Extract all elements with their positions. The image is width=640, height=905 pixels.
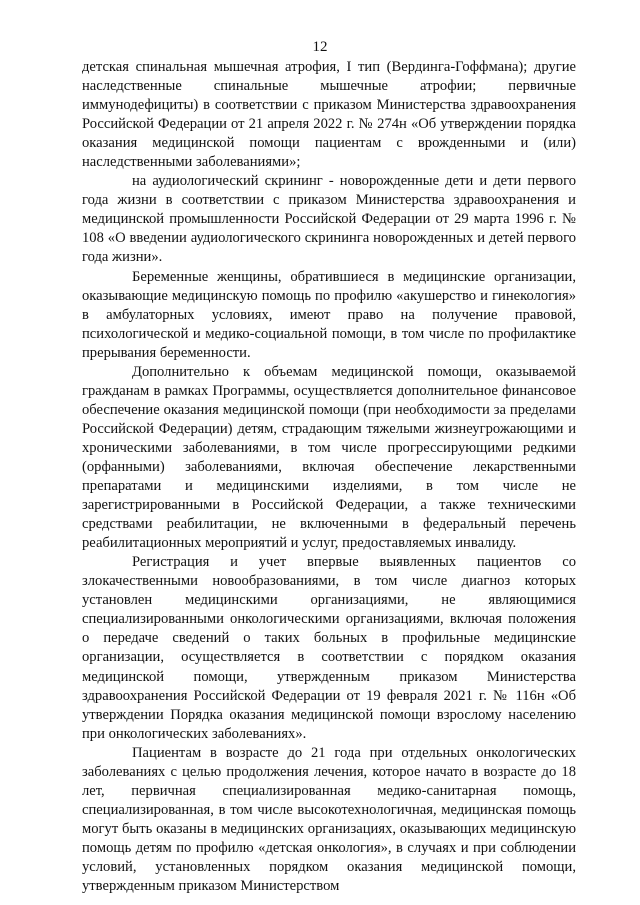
page-number: 12 — [312, 39, 328, 55]
paragraph-pregnant-women: Беременные женщины, обратившиеся в медицинские организации, оказывающие медицинскую помощь по профилю «акушерство и гинекология» в амбулаторных условиях, имеют право на получение правовой, психологической и медико-социальной помощи, в том числе по профилактике прерывания беременности. — [82, 268, 576, 361]
document-body — [82, 58, 576, 896]
paragraph-young-oncology-patients: Пациентам в возрасте до 21 года при отдельных онкологических заболеваниях с целью продолжения лечения, которое начато в возрасте до 18 лет, первичная специализированная медико-санитарная помощь, специализированная, в том числе высокотехнологичная, медицинская помощь могут быть оказаны в медицинских организациях, оказывающих медицинскую помощь детям по профилю «детская онкология», в случаях и при соблюдении условий, установленных порядком оказания медицинской помощи, утвержденным приказом Министерством — [82, 744, 576, 895]
paragraph-screening-continuation: детская спинальная мышечная атрофия, I тип (Вердинга-Гоффмана); другие наследственные спинальные мышечные атрофии; первичные иммунодефициты) в соответствии с приказом Министерства здравоохранения Российской Федерации от 21 апреля 2022 г. № 274н «Об утверждении порядка оказания медицинской помощи пациентам с врожденными и (или) наследственными заболеваниями»; — [82, 59, 576, 171]
paragraph-additional-financing: Дополнительно к объемам медицинской помощи, оказываемой гражданам в рамках Программы, осуществляется дополнительное финансовое обеспечение оказания медицинской помощи (при необходимости за пределами Российской Федерации) детям, страдающим тяжелыми жизнеугрожающими и хроническими заболеваниями, в том числе прогрессирующими редкими (орфанными) заболеваниями, включая обеспечение лекарственными препаратами и медицинскими изделиями, в том числе не зарегистрированными в Российской Федерации, а также техническими средствами реабилитации, не включенными в федеральный перечень реабилитационных мероприятий и услуг, предоставляемых инвалиду. — [82, 363, 576, 552]
paragraph-oncology-registration: Регистрация и учет впервые выявленных пациентов со злокачественными новообразованиями, в том числе диагноз которых установлен медицинскими организациями, не являющимися специализированными онкологическими организациями, включая положения о передаче сведений о таких больных в профильные медицинские организации, осуществляется в соответствии с порядком оказания медицинской помощи, утвержденным приказом Министерства здравоохранения Российской Федерации от 19 февраля 2021 г. № 116н «Об утверждении Порядка оказания медицинской помощи взрослому населению при онкологических заболеваниях». — [82, 554, 576, 742]
paragraph-audiological-screening: на аудиологический скрининг - новорожденные дети и дети первого года жизни в соответствии с приказом Министерства здравоохранения и медицинской промышленности Российской Федерации от 29 марта 1996 г. № 108 «О введении аудиологического скрининга новорожденных и детей первого года жизни». — [82, 173, 576, 266]
